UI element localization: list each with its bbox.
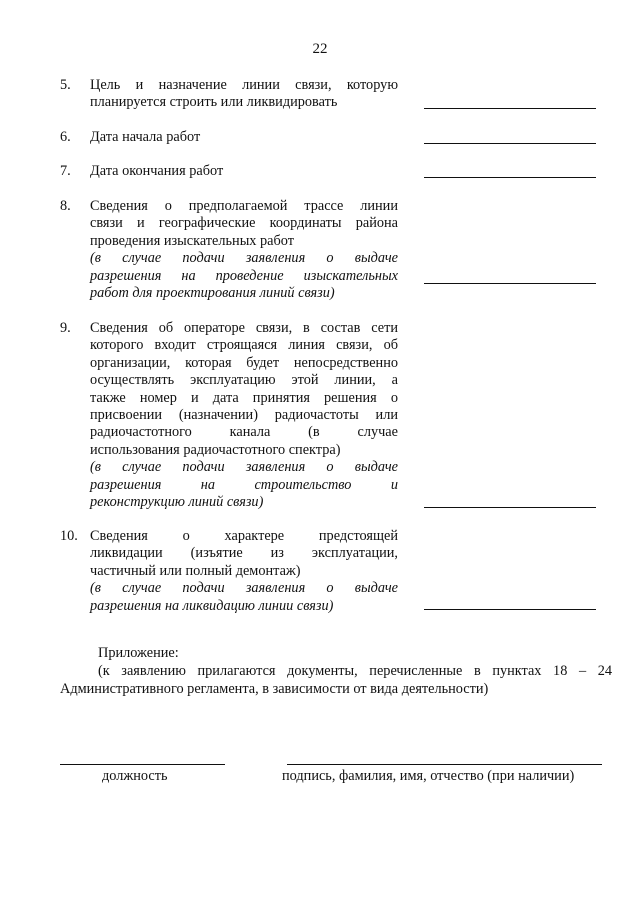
item-number: 6. [60,129,71,145]
fill-line-6 [424,143,596,144]
name-label: подпись, фамилия, имя, отчество (при наличии) [282,768,575,784]
item-text-line: использования радиочастотного спектра) [90,441,341,458]
form-item-7 [60,163,400,180]
item-text-line: Сведения о предполагаемой трассе линии [90,198,398,214]
position-label: должность [102,768,168,784]
item-text-line: которого входит строящаяся линия связи, об [90,337,398,354]
form-item-10 [60,528,400,615]
appendix-text-line: (к заявлению прилагаются документы, перечисленные в пунктах 18 – 24 [98,663,612,679]
item-note-line: разрешения на строительство и [90,476,398,493]
appendix-title: Приложение: [98,645,179,661]
name-signature-line [287,764,602,765]
item-text-line: осуществлять эксплуатацию этой линии, а [90,372,398,389]
form-item-8 [60,198,400,302]
item-note-line: (в случае подачи заявления о выдаче [90,459,398,476]
fill-line-9 [424,507,596,508]
item-text-line: Дата начала работ [90,129,201,145]
item-text-line: радиочастотного канала (в случае [90,424,398,441]
item-text-line: связи и географические координаты района [90,215,398,232]
item-number: 9. [60,320,71,336]
form-item-6 [60,129,400,146]
item-note-line: (в случае подачи заявления о выдаче [90,250,398,267]
position-signature-line [60,764,225,765]
item-text-line: присвоении (назначении) радиочастоты или [90,407,398,424]
item-number: 8. [60,198,71,214]
form-item-9 [60,320,400,511]
fill-line-8 [424,283,596,284]
item-note-line: (в случае подачи заявления о выдаче [90,580,398,597]
fill-line-10 [424,609,596,610]
item-note-line: работ для проектирования линий связи) [90,285,335,302]
item-text-line: ликвидации (изъятие из эксплуатации, [90,545,398,562]
item-text-line: Цель и назначение линии связи, которую [90,77,398,93]
page-number: 22 [312,41,328,57]
item-text-line: Сведения о характере предстоящей [90,528,398,544]
item-text-line: также номер и дата принятия решения о [90,389,398,406]
item-text-line: проведения изыскательных работ [90,232,295,249]
form-item-5 [60,77,400,112]
item-number: 10. [60,528,78,544]
fill-line-5 [424,108,596,109]
item-text-line: планируется строить или ликвидировать [90,94,338,111]
item-note-line: разрешения на проведение изыскательных [90,267,398,284]
item-text-line: организации, которая будет непосредственно [90,354,398,371]
item-text-line: Сведения об операторе связи, в состав сети [90,320,398,336]
appendix-text-line: Административного регламента, в зависимости от вида деятельности) [60,681,489,697]
item-number: 5. [60,77,71,93]
item-text-line: частичный или полный демонтаж) [90,562,301,579]
appendix-block [60,644,612,698]
item-note-line: реконструкцию линий связи) [90,494,264,511]
item-note-line: разрешения на ликвидацию линии связи) [90,597,334,614]
item-number: 7. [60,163,71,179]
item-text-line: Дата окончания работ [90,163,224,179]
fill-line-7 [424,177,596,178]
